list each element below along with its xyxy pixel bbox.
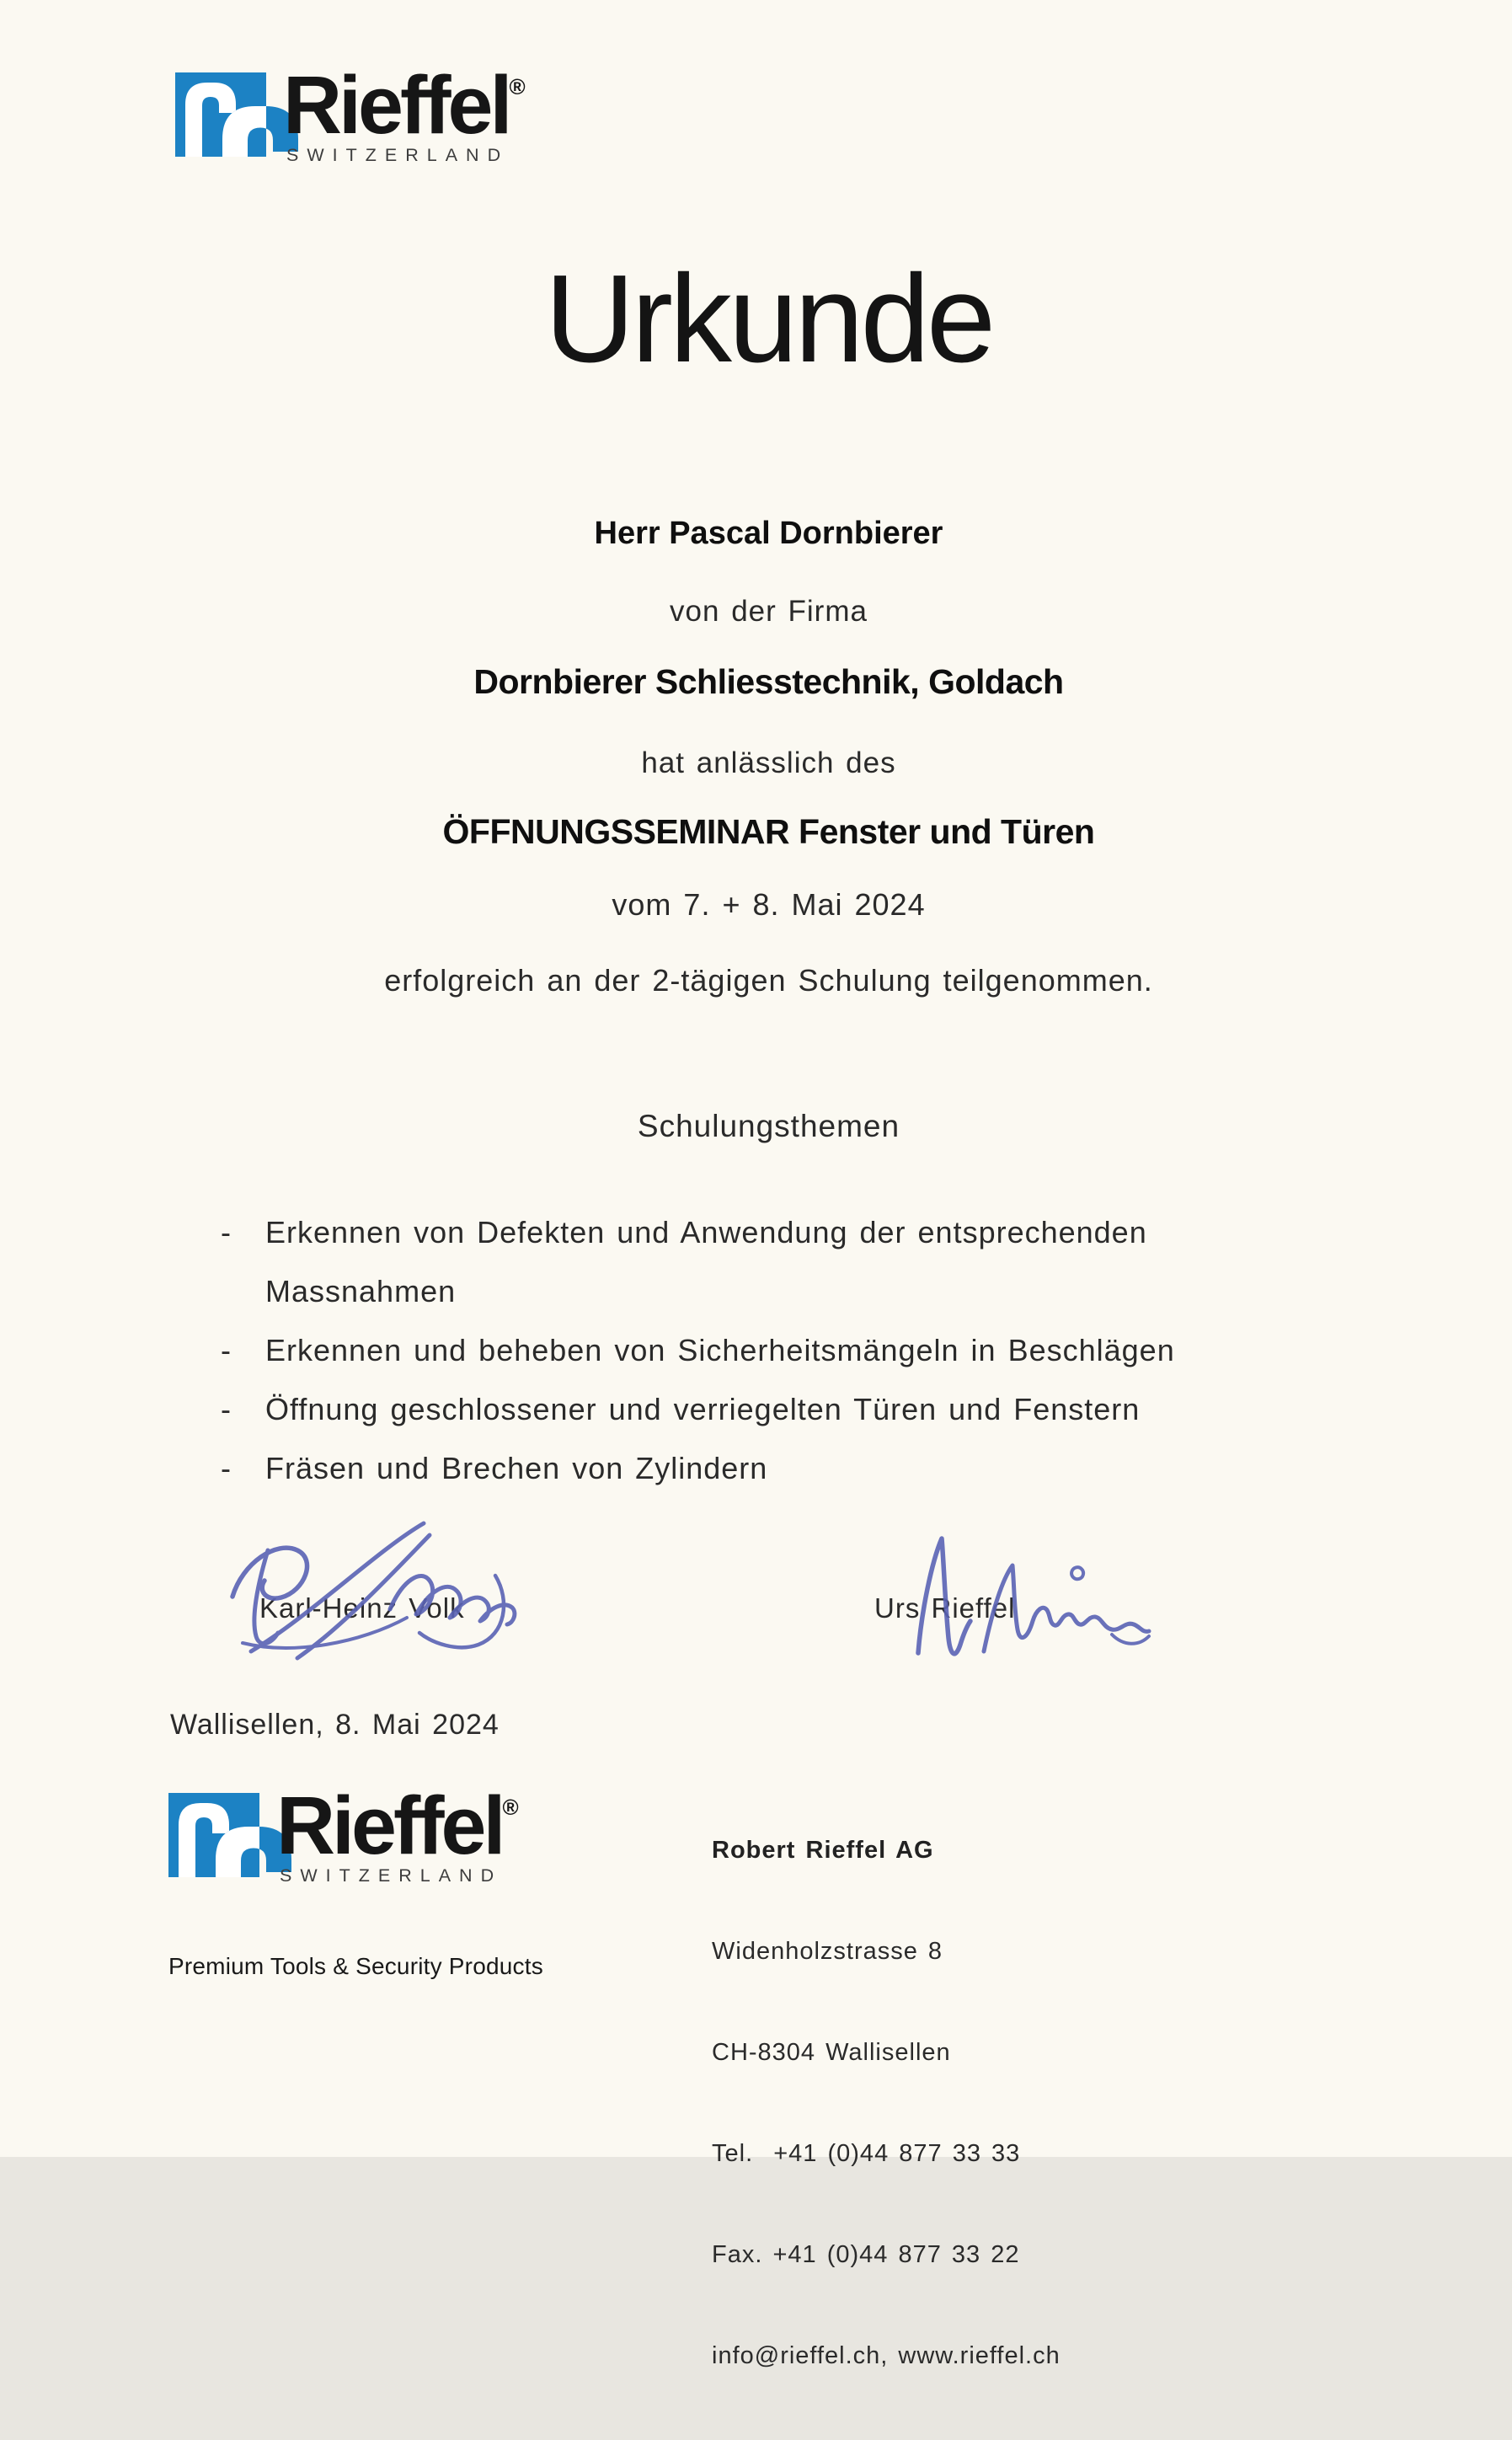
topics-heading: Schulungsthemen xyxy=(637,1109,900,1143)
certificate-title: Urkunde xyxy=(544,249,993,388)
address-fax: Fax. +41 (0)44 877 33 22 xyxy=(712,2241,1020,2268)
topic-line: Öffnung geschlossener und verriegelten Türen und Fenstern xyxy=(265,1392,1141,1426)
occasion-label: hat anlässlich des xyxy=(641,746,896,779)
signature-name-left: Karl-Heinz Volk xyxy=(259,1592,465,1624)
seminar-title: ÖFFNUNGSSEMINAR Fenster und Türen xyxy=(442,812,1095,851)
registered-mark: ® xyxy=(502,1795,519,1820)
topic-line: Erkennen und beheben von Sicherheitsmängeln in Beschlägen xyxy=(265,1333,1175,1367)
from-label: von der Firma xyxy=(670,595,868,628)
rieffel-logo-bottom xyxy=(168,1779,691,1902)
rieffel-logo-top xyxy=(175,59,697,182)
signature-name-right: Urs Rieffel xyxy=(874,1592,1016,1624)
topic-line: Massnahmen xyxy=(265,1274,457,1308)
seminar-dates: vom 7. + 8. Mai 2024 xyxy=(612,887,926,922)
address-tel: Tel. +41 (0)44 877 33 33 xyxy=(712,2140,1021,2167)
address-company: Robert Rieffel AG xyxy=(712,1837,934,1864)
address-web: info@rieffel.ch, www.rieffel.ch xyxy=(712,2342,1061,2369)
topic-item xyxy=(221,1380,1341,1439)
topic-item xyxy=(221,1321,1341,1380)
topic-item xyxy=(221,1203,1341,1321)
topic-line: Erkennen von Defekten und Anwendung der entsprechenden xyxy=(265,1215,1147,1249)
company-address-block xyxy=(712,1766,1061,2440)
registered-mark: ® xyxy=(509,74,526,99)
bullet-dash: - xyxy=(221,1451,232,1485)
bullet-dash: - xyxy=(221,1215,232,1249)
logo-country-text: SWITZERLAND xyxy=(280,1865,503,1886)
address-city: CH-8304 Wallisellen xyxy=(712,2039,951,2066)
logo-brand-text: Rieffel® xyxy=(283,59,526,151)
topic-line: Fräsen und Brechen von Zylindern xyxy=(265,1451,768,1485)
recipient-name: Herr Pascal Dornbierer xyxy=(594,516,943,551)
bullet-dash: - xyxy=(221,1392,232,1426)
logo-country-text: SWITZERLAND xyxy=(286,145,510,165)
topics-list xyxy=(221,1203,1341,1498)
topic-item xyxy=(221,1439,1341,1498)
address-street: Widenholzstrasse 8 xyxy=(712,1938,943,1965)
place-date: Wallisellen, 8. Mai 2024 xyxy=(170,1709,500,1741)
company-name: Dornbierer Schliesstechnik, Goldach xyxy=(473,662,1064,701)
bullet-dash: - xyxy=(221,1333,232,1367)
brand-tagline: Premium Tools & Security Products xyxy=(168,1953,543,1979)
logo-brand-text: Rieffel® xyxy=(276,1779,519,1871)
completion-statement: erfolgreich an der 2-tägigen Schulung teilgenommen. xyxy=(384,963,1153,998)
